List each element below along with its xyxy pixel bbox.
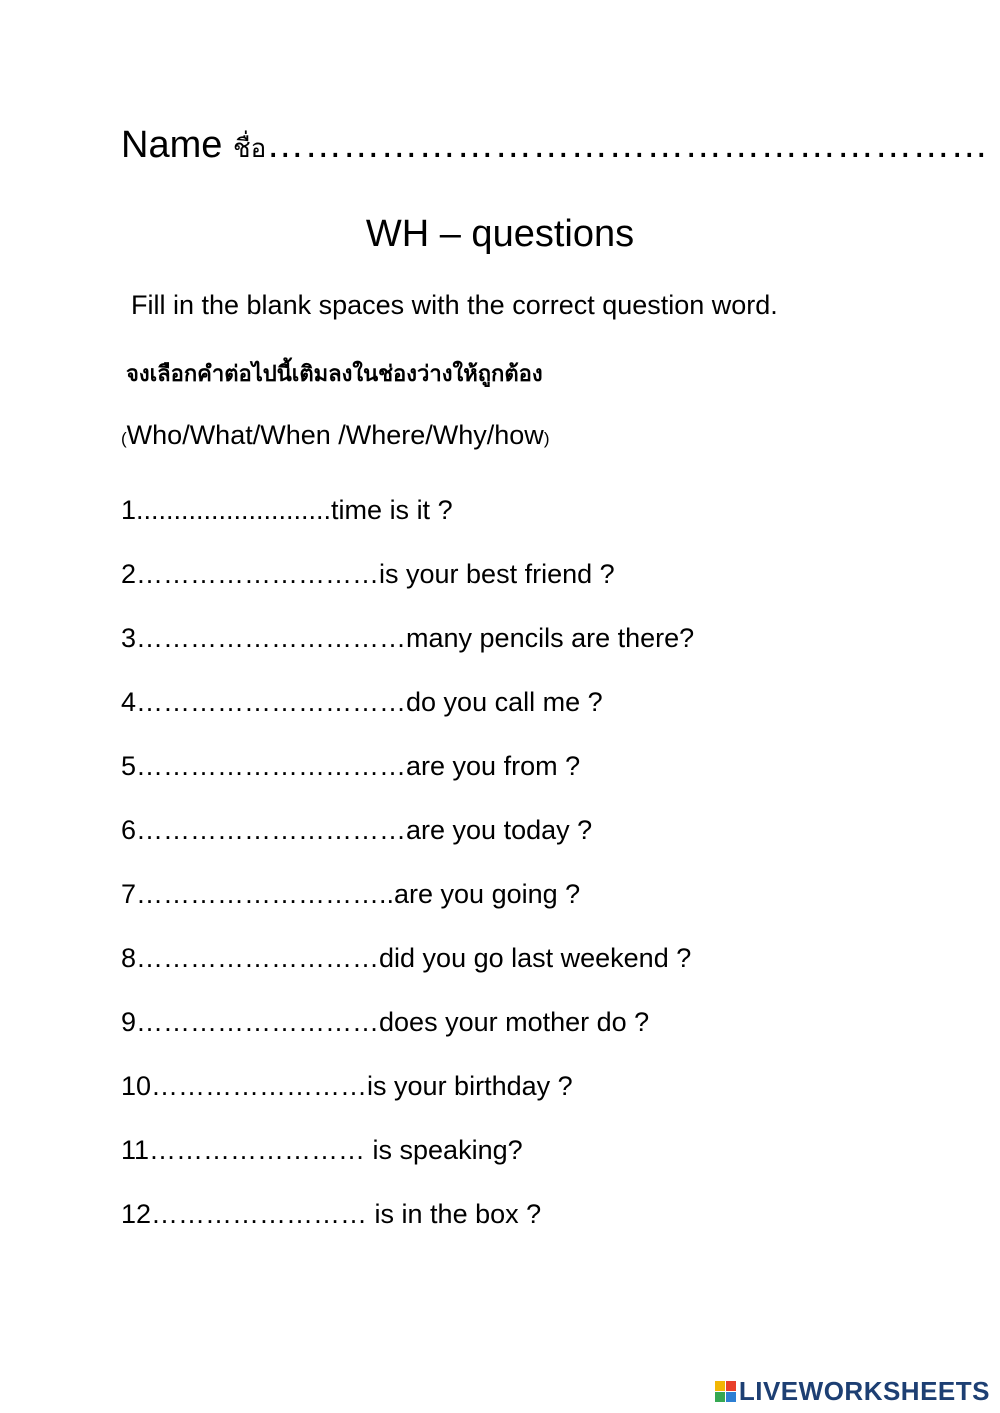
liveworksheets-logo: [715, 1376, 990, 1407]
question-item[interactable]: 12…………………… is in the box ?: [121, 1199, 542, 1229]
question-item[interactable]: 11…………………… is speaking?: [121, 1135, 523, 1165]
logo-mark-icon: [715, 1381, 736, 1402]
instruction-thai: จงเลือกคำต่อไปนี้เติมลงในช่องว่างให้ถูกต้อง: [126, 361, 543, 386]
question-item[interactable]: 6…………………………are you today ?: [121, 815, 593, 845]
name-label: Name: [121, 124, 223, 166]
question-list: [121, 492, 694, 1260]
name-field-line: [121, 124, 988, 169]
instruction-english: Fill in the blank spaces with the correct question word.: [131, 290, 778, 320]
word-bank-open-paren: (: [121, 429, 127, 448]
question-item[interactable]: 10……………………is your birthday ?: [121, 1071, 573, 1101]
logo-square-icon: [715, 1392, 725, 1402]
logo-square-icon: [715, 1381, 725, 1391]
question-item[interactable]: 9………………………does your mother do ?: [121, 1007, 650, 1037]
question-item[interactable]: 8………………………did you go last weekend ?: [121, 943, 692, 973]
question-item[interactable]: 1..........................time is it ?: [121, 495, 453, 525]
logo-square-icon: [726, 1392, 736, 1402]
question-item[interactable]: 7………………………..are you going ?: [121, 879, 581, 909]
question-item[interactable]: 5…………………………are you from ?: [121, 751, 581, 781]
word-bank-close-paren: ): [543, 429, 550, 448]
question-item[interactable]: 4…………………………do you call me ?: [121, 687, 603, 717]
name-label-thai: ชื่อ: [232, 133, 267, 163]
word-bank-words: Who/What/When /Where/Why/how: [126, 420, 544, 450]
question-item[interactable]: 3…………………………many pencils are there?: [121, 623, 695, 653]
logo-square-icon: [726, 1381, 736, 1391]
logo-text: LIVEWORKSHEETS: [738, 1376, 990, 1406]
worksheet-title: WH – questions: [365, 213, 635, 255]
question-item[interactable]: 2………………………is your best friend ?: [121, 559, 615, 589]
word-bank: [121, 420, 549, 451]
name-blank[interactable]: …………………………………………………: [266, 124, 989, 166]
